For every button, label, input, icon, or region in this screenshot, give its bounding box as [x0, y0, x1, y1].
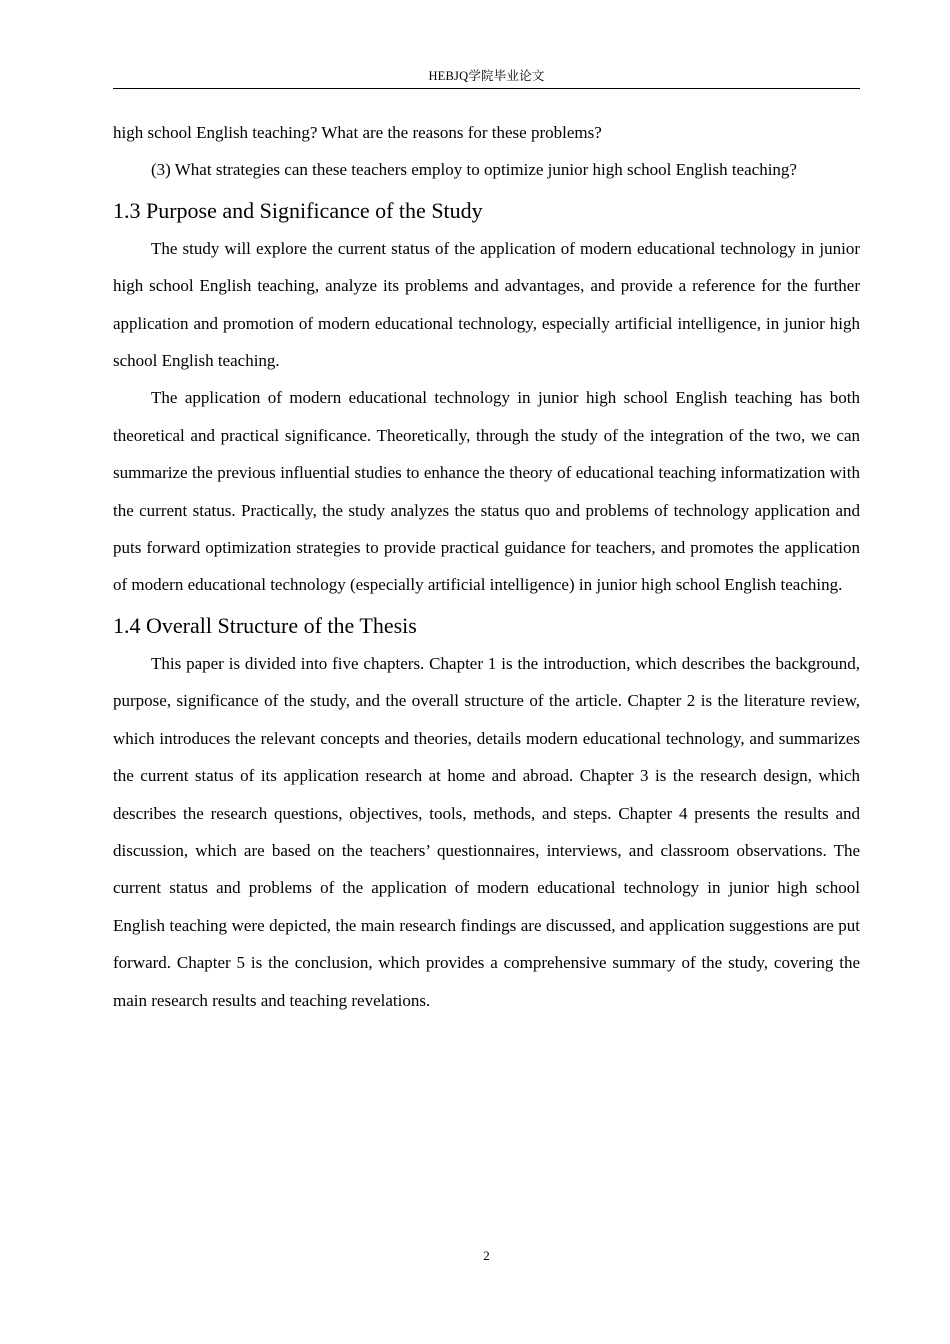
page-number: 2: [483, 1248, 490, 1263]
section-1-3-paragraph-1: The study will explore the current status of the application of modern educational technology in junior high school English teaching, analyze its problems and advantages, and provide a reference for the further application and promotion of modern educational technology, especially artificial intelligence, in junior high school English teaching.: [113, 238, 860, 371]
header-divider: [113, 88, 860, 89]
section-1-3-paragraph-2: The application of modern educational technology in junior high school English teaching has both theoretical and practical significance. Theoretically, through the study of the integration of the two, we can summarize the previous influential studies to enhance the theory of educational teaching informatization with the current status. Practically, the study analyzes the status quo and problems of technology application and puts forward optimization strategies to provide practical guidance for teachers, and promotes the application of modern educational technology (especially artificial intelligence) in junior high school English teaching.: [113, 388, 860, 595]
section-1-4-paragraph-1: This paper is divided into five chapters. Chapter 1 is the introduction, which describes the background, purpose, significance of the study, and the overall structure of the article. Chapter 2 is the literature review, which introduces the relevant concepts and theories, details modern educational technology, and summarizes the current status of its application research at home and abroad. Chapter 3 is the research design, which describes the research questions, objectives, tools, methods, and steps. Chapter 4 presents the results and discussion, which are based on the teachers’ questionnaires, interviews, and classroom observations. The current status and problems of the application of modern educational technology in junior high school English teaching were depicted, the main research findings are discussed, and application suggestions are put forward. Chapter 5 is the conclusion, which provides a comprehensive summary of the study, covering the main research results and teaching revelations.: [113, 653, 860, 1010]
section-heading-1-4: 1.4 Overall Structure of the Thesis: [113, 612, 417, 638]
continued-paragraph: high school English teaching? What are the reasons for these problems?: [113, 123, 602, 142]
page-body: [113, 114, 860, 1019]
research-question-3: (3) What strategies can these teachers employ to optimize junior high school English teaching?: [151, 160, 797, 180]
section-heading-1-3: 1.3 Purpose and Significance of the Study: [113, 197, 483, 223]
running-header: HEBJQ学院毕业论文: [428, 69, 545, 83]
